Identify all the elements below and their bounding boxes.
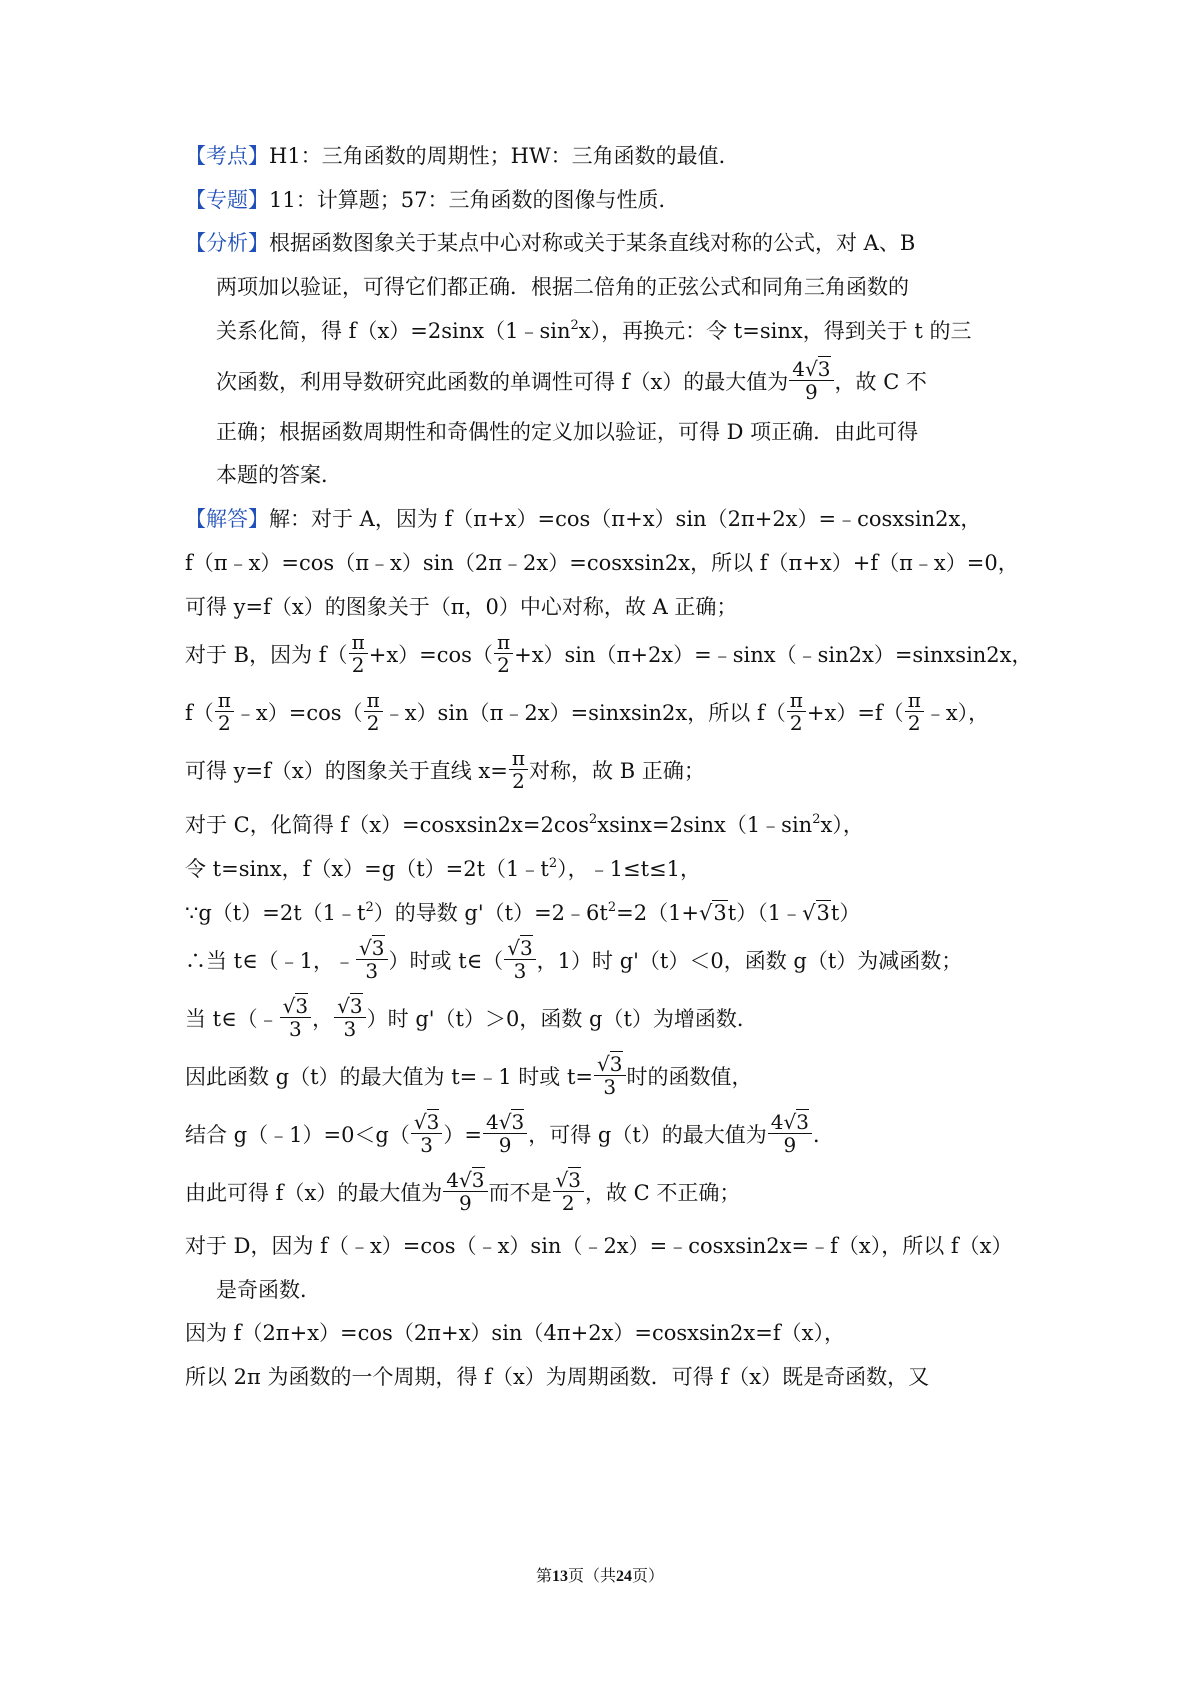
jieda-text-a3: 可得 y=f（x）的图象关于（π，0）中心对称，故 A 正确； xyxy=(185,595,738,619)
jieda-line-c6 xyxy=(185,1052,753,1101)
fraction-sqrt3-over-3 xyxy=(594,1054,625,1099)
text: t） xyxy=(830,901,861,925)
zhuanti-tag: 【专题】 xyxy=(185,188,269,212)
superscript: 2 xyxy=(812,812,821,827)
denominator: 2 xyxy=(512,769,525,793)
numerator-coef: 4 xyxy=(446,1168,460,1192)
text: ）的导数 g'（t）=2﹣6t xyxy=(373,901,608,925)
numerator-coef: 4 xyxy=(792,357,806,381)
fenxi-text-1: 根据函数图象关于某点中心对称或关于某条直线对称的公式，对 A、B xyxy=(269,231,916,255)
text: 对于 C，化简得 f（x）=cosxsin2x=2cos xyxy=(185,813,590,837)
fraction-pi-over-2 xyxy=(215,690,234,735)
sqrt-arg: 3 xyxy=(568,1168,581,1192)
text: ，故 C 不正确； xyxy=(585,1181,741,1205)
text: 可得 y=f（x）的图象关于直线 x= xyxy=(185,759,508,783)
denominator: 3 xyxy=(289,1017,302,1041)
text: t）（1﹣ xyxy=(727,901,803,925)
sqrt-arg: 3 xyxy=(817,357,831,381)
text: ， xyxy=(312,1007,334,1031)
fenxi-text-2: 两项加以验证，可得它们都正确．根据二倍角的正弦公式和同角三角函数的 xyxy=(216,275,909,299)
text: ． xyxy=(812,1123,834,1147)
sqrt-sign: √ xyxy=(802,901,816,925)
denominator: 3 xyxy=(365,959,379,983)
fenxi-text-3a: 关系化简，得 f（x）=2sinx（1﹣sin xyxy=(216,319,571,343)
sqrt-sign: √ xyxy=(459,1168,472,1192)
zhuanti-text: 11：计算题；57：三角函数的图像与性质． xyxy=(269,188,680,212)
jieda-line-c2 xyxy=(185,856,701,881)
fraction-pi-over-2 xyxy=(364,690,383,735)
text: ∴当 t∈（﹣1，﹣ xyxy=(185,949,356,973)
text: f（ xyxy=(185,701,214,725)
numerator: π xyxy=(364,690,383,712)
denominator: 9 xyxy=(498,1133,512,1157)
jieda-text-a1: 解：对于 A，因为 f（π+x）=cos（π+x）sin（2π+2x）=﹣cosxsin2x， xyxy=(269,507,982,531)
text: 而不是 xyxy=(488,1181,552,1205)
zhuanti-line xyxy=(185,190,679,211)
sqrt-arg: 3 xyxy=(511,1110,525,1134)
sqrt-sign: √ xyxy=(337,994,350,1018)
jieda-line-c7 xyxy=(185,1110,834,1159)
fraction-pi-over-2 xyxy=(349,632,368,677)
fraction-sqrt3-over-3 xyxy=(356,938,387,983)
fraction-4sqrt3-over-9 xyxy=(443,1170,487,1215)
denominator: 3 xyxy=(603,1075,617,1099)
footer-mid: 页（共 xyxy=(567,1566,616,1585)
fenxi-line-2 xyxy=(216,277,909,298)
numerator: π xyxy=(215,690,234,712)
sqrt-arg: 3 xyxy=(371,936,385,960)
jieda-line-a2 xyxy=(185,553,1019,574)
jieda-line-a3 xyxy=(185,597,737,618)
text: 令 t=sinx，f（x）=g（t）=2t（1﹣t xyxy=(185,857,549,881)
text: ∵g（t）=2t（1﹣t xyxy=(185,901,366,925)
denominator: 3 xyxy=(343,1017,357,1041)
fenxi-tag: 【分析】 xyxy=(185,231,269,255)
fenxi-line-5 xyxy=(216,422,918,443)
footer-pre: 第 xyxy=(535,1566,552,1585)
kaodian-text: H1：三角函数的周期性；HW：三角函数的最值． xyxy=(269,144,740,168)
numerator-coef: 4 xyxy=(485,1110,499,1134)
total-pages: 24 xyxy=(616,1568,632,1585)
fenxi-text-4a: 次函数，利用导数研究此函数的单调性可得 f（x）的最大值为 xyxy=(216,370,789,394)
text: ，可得 g（t）的最大值为 xyxy=(528,1123,767,1147)
denominator: 2 xyxy=(789,711,803,735)
fraction-4sqrt3-over-9 xyxy=(789,359,833,404)
fraction-4sqrt3-over-9 xyxy=(483,1112,527,1157)
text: +x）=cos（ xyxy=(368,643,493,667)
sqrt-arg: 3 xyxy=(609,1052,623,1076)
denominator: 2 xyxy=(497,653,510,677)
fraction-pi-over-2 xyxy=(905,690,924,735)
denominator: 9 xyxy=(783,1133,797,1157)
jieda-line-d1 xyxy=(185,1236,1013,1257)
fenxi-text-5: 正确；根据函数周期性和奇偶性的定义加以验证，可得 D 项正确．由此可得 xyxy=(216,420,919,444)
fenxi-line-1 xyxy=(185,233,915,254)
jieda-line-c8 xyxy=(185,1168,741,1217)
text: 因为 f（2π+x）=cos（2π+x）sin（4π+2x）=cosxsin2x=f（x）， xyxy=(185,1321,845,1345)
jieda-line-d2 xyxy=(216,1280,321,1301)
superscript: 2 xyxy=(548,856,558,871)
jieda-line-c1 xyxy=(185,812,864,837)
numerator: π xyxy=(787,690,806,712)
page-footer xyxy=(0,1563,1200,1586)
text: ﹣x）， xyxy=(924,701,990,725)
text: 对于 B，因为 f（ xyxy=(185,643,348,667)
denominator: 2 xyxy=(366,711,380,735)
text: 当 t∈（﹣ xyxy=(185,1007,279,1031)
numerator: π xyxy=(494,632,513,654)
jieda-line-c4 xyxy=(185,936,963,985)
sqrt-sign: √ xyxy=(359,936,372,960)
numerator: π xyxy=(509,748,528,770)
jieda-line-d4 xyxy=(185,1367,929,1388)
text: 对称，故 B 正确； xyxy=(529,759,705,783)
numerator: π xyxy=(905,690,924,712)
fraction-sqrt3-over-3 xyxy=(411,1112,442,1157)
denominator: 9 xyxy=(459,1191,472,1215)
text: 因此函数 g（t）的最大值为 t=﹣1 时或 t= xyxy=(185,1065,594,1089)
superscript: 2 xyxy=(589,812,598,827)
fenxi-text-6: 本题的答案． xyxy=(216,463,342,487)
jieda-tag: 【解答】 xyxy=(185,507,269,531)
sqrt-sign: √ xyxy=(783,1110,797,1134)
sqrt-arg: 3 xyxy=(713,901,727,925)
sqrt-sign: √ xyxy=(555,1168,569,1192)
numerator: π xyxy=(349,632,368,654)
text: ﹣x）=cos（ xyxy=(234,701,363,725)
fraction-pi-over-2 xyxy=(494,632,513,677)
sqrt-sign: √ xyxy=(597,1052,610,1076)
denominator: 9 xyxy=(805,380,818,404)
fraction-sqrt3-over-3 xyxy=(334,996,365,1041)
text: +x）sin（π+2x）=﹣sinx（﹣sin2x）=sinxsin2x， xyxy=(514,643,1033,667)
text: 由此可得 f（x）的最大值为 xyxy=(185,1181,443,1205)
sqrt-sign: √ xyxy=(507,936,520,960)
text: ﹣x）sin（π﹣2x）=sinxsin2x，所以 f（ xyxy=(383,701,786,725)
text: xsinx=2sinx（1﹣sin xyxy=(597,813,813,837)
numerator-coef: 4 xyxy=(770,1110,784,1134)
footer-post: 页） xyxy=(632,1566,665,1585)
denominator: 2 xyxy=(561,1191,575,1215)
sqrt-3 xyxy=(802,900,831,925)
superscript: 2 xyxy=(607,900,617,915)
fraction-sqrt3-over-3 xyxy=(504,938,535,983)
kaodian-tag: 【考点】 xyxy=(185,144,269,168)
text: 结合 g（﹣1）=0＜g（ xyxy=(185,1123,410,1147)
sqrt-3 xyxy=(699,900,728,925)
text: ，1）时 g'（t）＜0，函数 g（t）为减函数； xyxy=(536,949,963,973)
fraction-sqrt3-over-2 xyxy=(553,1170,584,1215)
superscript: 2 xyxy=(570,318,579,333)
jieda-text-a2: f（π﹣x）=cos（π﹣x）sin（2π﹣2x）=cosxsin2x，所以 f（π+x）+f（π﹣x）=0， xyxy=(185,551,1019,575)
denominator: 2 xyxy=(351,653,365,677)
sqrt-sign: √ xyxy=(413,1110,427,1134)
denominator: 2 xyxy=(907,711,921,735)
sqrt-sign: √ xyxy=(498,1110,512,1134)
text: 所以 2π 为函数的一个周期，得 f（x）为周期函数．可得 f（x）既是奇函数，又 xyxy=(185,1365,930,1389)
sqrt-arg: 3 xyxy=(796,1110,809,1134)
text: ）时 g'（t）＞0，函数 g（t）为增函数． xyxy=(366,1007,758,1031)
fraction-4sqrt3-over-9 xyxy=(768,1112,812,1157)
kaodian-line xyxy=(185,146,740,167)
text: x）， xyxy=(820,813,864,837)
sqrt-arg: 3 xyxy=(349,994,363,1018)
jieda-line-b2 xyxy=(185,688,990,737)
fenxi-line-6 xyxy=(216,465,342,486)
jieda-line-d3 xyxy=(185,1323,845,1344)
text: 对于 D，因为 f（﹣x）=cos（﹣x）sin（﹣2x）=﹣cosxsin2x=﹣f（x），所以 f（x） xyxy=(185,1234,1013,1258)
fenxi-text-4b: ，故 C 不 xyxy=(834,370,927,394)
superscript: 2 xyxy=(365,900,374,915)
text: ），﹣1≤t≤1， xyxy=(557,857,701,881)
fenxi-line-4 xyxy=(216,357,927,406)
sqrt-sign: √ xyxy=(699,901,713,925)
fraction-pi-over-2 xyxy=(787,690,806,735)
fenxi-text-3b: x），再换元：令 t=sinx，得到关于 t 的三 xyxy=(578,319,972,343)
text: ）= xyxy=(443,1123,482,1147)
jieda-line-a1 xyxy=(185,509,981,530)
jieda-line-c5 xyxy=(185,994,758,1043)
sqrt-arg: 3 xyxy=(426,1110,440,1134)
fenxi-line-3 xyxy=(216,318,972,343)
page-number: 13 xyxy=(551,1568,568,1585)
fraction-sqrt3-over-3 xyxy=(280,996,311,1041)
sqrt-sign: √ xyxy=(282,994,296,1018)
denominator: 3 xyxy=(513,959,527,983)
sqrt-arg: 3 xyxy=(816,901,830,925)
sqrt-arg: 3 xyxy=(295,994,309,1018)
sqrt-arg: 3 xyxy=(471,1168,485,1192)
text: 是奇函数． xyxy=(216,1278,321,1302)
denominator: 3 xyxy=(420,1133,433,1157)
jieda-line-b1 xyxy=(185,630,1033,679)
text: +x）=f（ xyxy=(806,701,904,725)
sqrt-arg: 3 xyxy=(519,936,533,960)
sqrt-sign: √ xyxy=(805,357,818,381)
denominator: 2 xyxy=(217,711,231,735)
jieda-line-b3 xyxy=(185,746,705,795)
text: =2（1+ xyxy=(616,901,700,925)
fraction-pi-over-2 xyxy=(509,748,528,793)
jieda-line-c3 xyxy=(185,900,861,925)
text: 时的函数值， xyxy=(626,1065,753,1089)
text: ）时或 t∈（ xyxy=(388,949,504,973)
